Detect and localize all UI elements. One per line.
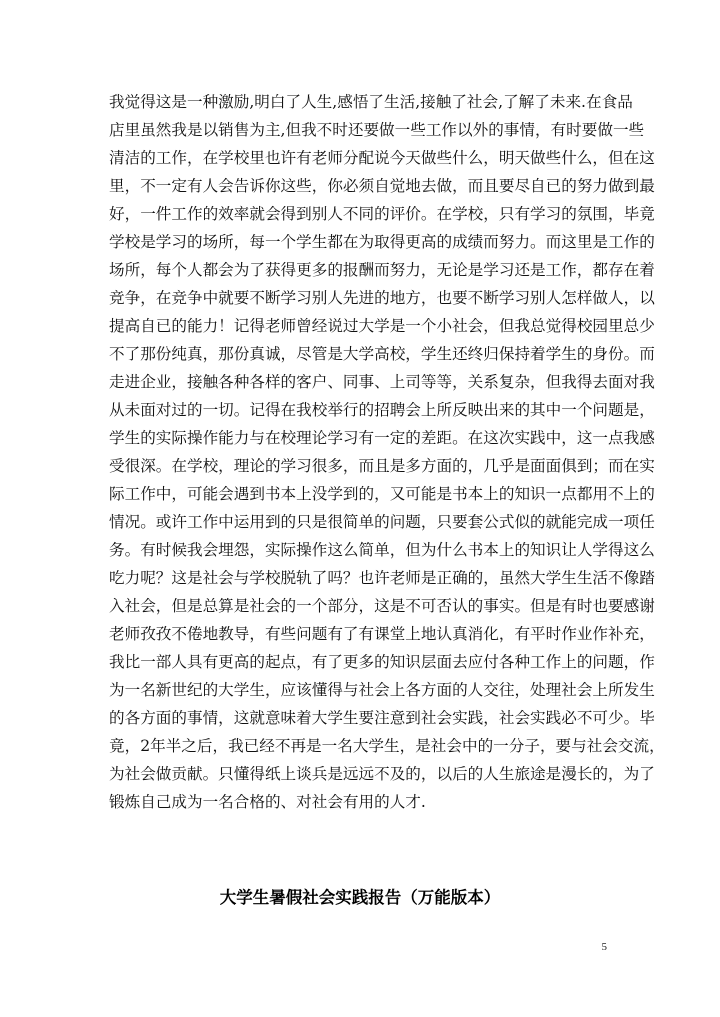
body-line: 受很深。在学校，理论的学习很多，而且是多方面的，几乎是面面俱到；而在实 bbox=[109, 457, 655, 475]
body-paragraph bbox=[109, 88, 665, 816]
body-line: 竞争，在竞争中就要不断学习别人先进的地方，也要不断学习别人怎样做人，以 bbox=[109, 289, 655, 307]
body-line: 清洁的工作，在学校里也许有老师分配说今天做些什么，明天做些什么，但在这 bbox=[109, 149, 655, 167]
body-line: 学校是学习的场所，每一个学生都在为取得更高的成绩而努力。而这里是工作的 bbox=[109, 233, 655, 251]
body-line: 情况。或许工作中运用到的只是很简单的问题，只要套公式似的就能完成一项任 bbox=[109, 513, 655, 531]
page-number: 5 bbox=[601, 941, 607, 953]
body-line: 吃力呢？这是社会与学校脱轨了吗？也许老师是正确的，虽然大学生生活不像踏 bbox=[109, 569, 655, 587]
body-line: 好，一件工作的效率就会得到别人不同的评价。在学校，只有学习的氛围，毕竟 bbox=[109, 205, 655, 223]
section-heading: 大学生暑假社会实践报告（万能版本） bbox=[219, 888, 501, 907]
body-line: 学生的实际操作能力与在校理论学习有一定的差距。在这次实践中，这一点我感 bbox=[109, 429, 655, 447]
body-line: 老师孜孜不倦地教导，有些问题有了有课堂上地认真消化，有平时作业作补充， bbox=[109, 625, 655, 643]
body-line: 提高自已的能力！记得老师曾经说过大学是一个小社会，但我总觉得校园里总少 bbox=[109, 317, 655, 335]
body-line: 竟，2年半之后，我已经不再是一名大学生，是社会中的一分子，要与社会交流， bbox=[109, 737, 665, 755]
body-line: 锻炼自己成为一名合格的、对社会有用的人才. bbox=[109, 793, 426, 811]
body-line: 的各方面的事情，这就意味着大学生要注意到社会实践，社会实践必不可少。毕 bbox=[109, 709, 655, 727]
body-line: 不了那份纯真，那份真诚，尽管是大学高校，学生还终归保持着学生的身份。而 bbox=[109, 345, 655, 363]
body-line: 务。有时候我会埋怨，实际操作这么简单，但为什么书本上的知识让人学得这么 bbox=[109, 541, 655, 559]
body-line: 从未面对过的一切。记得在我校举行的招聘会上所反映出来的其中一个问题是， bbox=[109, 401, 655, 419]
body-line: 入社会，但是总算是社会的一个部分，这是不可否认的事实。但是有时也要感谢 bbox=[109, 597, 655, 615]
body-line: 场所，每个人都会为了获得更多的报酬而努力，无论是学习还是工作，都存在着 bbox=[109, 261, 655, 279]
body-line: 店里虽然我是以销售为主,但我不时还要做一些工作以外的事情，有时要做一些 bbox=[109, 121, 645, 139]
body-line: 里，不一定有人会告诉你这些，你必须自觉地去做，而且要尽自已的努力做到最 bbox=[109, 177, 655, 195]
body-line: 际工作中，可能会遇到书本上没学到的，又可能是书本上的知识一点都用不上的 bbox=[109, 485, 655, 503]
body-line: 为社会做贡献。只懂得纸上谈兵是远远不及的，以后的人生旅途是漫长的，为了 bbox=[109, 765, 655, 783]
body-line: 为一名新世纪的大学生，应该懂得与社会上各方面的人交往，处理社会上所发生 bbox=[109, 681, 655, 699]
body-line: 我比一部人具有更高的起点，有了更多的知识层面去应付各种工作上的问题，作 bbox=[109, 653, 655, 671]
body-line: 走进企业，接触各种各样的客户、同事、上司等等，关系复杂，但我得去面对我 bbox=[109, 373, 655, 391]
body-line: 我觉得这是一种激励,明白了人生,感悟了生活,接触了社会,了解了未来.在食品 bbox=[109, 93, 633, 111]
